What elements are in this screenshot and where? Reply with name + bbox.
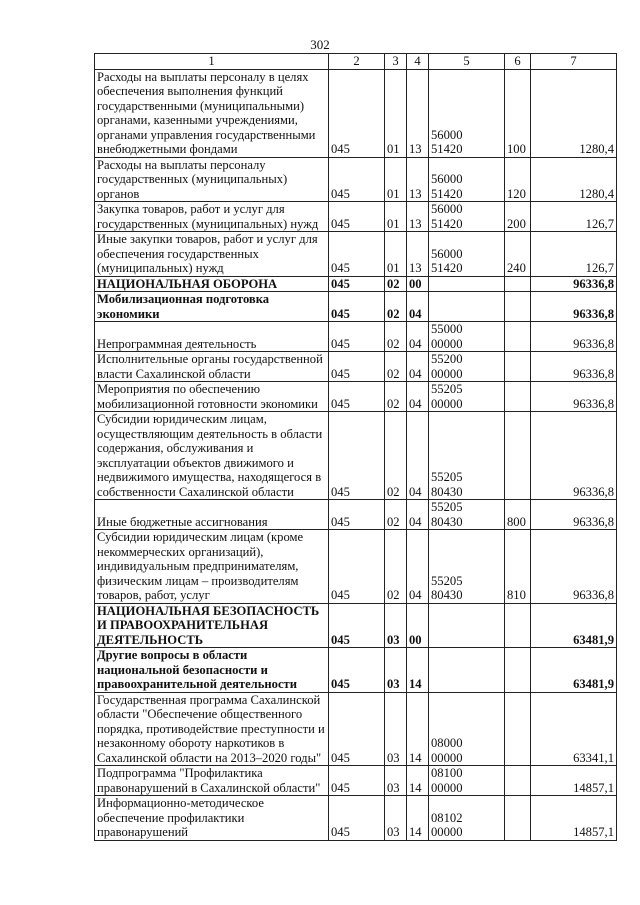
row-name: Информационно-методическое обеспечение профилактики правонарушений <box>95 796 329 841</box>
row-ved: 045 <box>329 603 385 648</box>
table-row <box>95 157 617 202</box>
row-section: 01 <box>385 157 407 202</box>
target-article-part-1: 08000 <box>431 736 463 750</box>
row-target-article <box>429 796 505 841</box>
target-article-part-2: 51420 <box>431 186 463 201</box>
row-subsection: 04 <box>407 352 429 382</box>
row-ved: 045 <box>329 352 385 382</box>
row-subsection: 14 <box>407 766 429 796</box>
row-subsection: 14 <box>407 648 429 693</box>
header-row <box>95 54 617 70</box>
row-section: 03 <box>385 796 407 841</box>
row-sum: 126,7 <box>531 232 617 277</box>
row-name: Государственная программа Сахалинской области "Обеспечение общественного порядка, противодействие преступности и незаконному обороту наркотиков в Сахалинской области на 2013–2020 годы" <box>95 692 329 766</box>
row-expense-type <box>505 412 531 500</box>
header-cell-3: 3 <box>385 54 407 70</box>
row-expense-type: 240 <box>505 232 531 277</box>
header-cell-4: 4 <box>407 54 429 70</box>
row-ved: 045 <box>329 69 385 157</box>
row-sum: 126,7 <box>531 202 617 232</box>
row-target-article <box>429 648 505 693</box>
row-expense-type: 800 <box>505 500 531 530</box>
row-name: НАЦИОНАЛЬНАЯ ОБОРОНА <box>95 276 329 292</box>
target-article-part-2: 00000 <box>431 366 463 381</box>
row-name: Субсидии юридическим лицам, осуществляющим деятельность в области содержания, обслуживания и эксплуатации объектов движимого и недвижимого имущества, находящегося в собственности Сахалинской области <box>95 412 329 500</box>
row-section: 02 <box>385 412 407 500</box>
row-target-article <box>429 412 505 500</box>
row-subsection: 00 <box>407 276 429 292</box>
table-row <box>95 412 617 500</box>
row-sum: 14857,1 <box>531 766 617 796</box>
row-expense-type <box>505 766 531 796</box>
row-subsection: 13 <box>407 69 429 157</box>
row-sum: 96336,8 <box>531 322 617 352</box>
target-article-part-1: 56000 <box>431 172 463 186</box>
row-target-article <box>429 322 505 352</box>
row-name: Иные закупки товаров, работ и услуг для обеспечения государственных (муниципальных) нужд <box>95 232 329 277</box>
row-name: Иные бюджетные ассигнования <box>95 500 329 530</box>
header-cell-2: 2 <box>329 54 385 70</box>
row-target-article <box>429 603 505 648</box>
row-expense-type <box>505 292 531 322</box>
row-target-article <box>429 69 505 157</box>
row-name: Другие вопросы в области национальной безопасности и правоохранительной деятельности <box>95 648 329 693</box>
budget-table <box>94 53 617 841</box>
row-section: 01 <box>385 69 407 157</box>
target-article-part-1: 55205 <box>431 382 463 396</box>
row-sum: 96336,8 <box>531 500 617 530</box>
row-section: 02 <box>385 276 407 292</box>
row-ved: 045 <box>329 322 385 352</box>
table-row <box>95 692 617 766</box>
row-ved: 045 <box>329 202 385 232</box>
table-row <box>95 382 617 412</box>
row-section: 03 <box>385 766 407 796</box>
row-section: 02 <box>385 382 407 412</box>
row-subsection: 13 <box>407 157 429 202</box>
row-expense-type <box>505 692 531 766</box>
row-ved: 045 <box>329 500 385 530</box>
target-article-part-1: 55200 <box>431 352 463 366</box>
row-section: 03 <box>385 648 407 693</box>
row-ved: 045 <box>329 412 385 500</box>
table-row <box>95 276 617 292</box>
row-subsection: 04 <box>407 412 429 500</box>
row-expense-type <box>505 603 531 648</box>
row-section: 03 <box>385 603 407 648</box>
row-expense-type <box>505 796 531 841</box>
row-subsection: 14 <box>407 692 429 766</box>
target-article-part-1: 55205 <box>431 500 463 514</box>
row-ved: 045 <box>329 382 385 412</box>
row-expense-type: 120 <box>505 157 531 202</box>
row-expense-type <box>505 322 531 352</box>
row-name: Непрограммная деятельность <box>95 322 329 352</box>
row-expense-type <box>505 352 531 382</box>
row-section: 02 <box>385 292 407 322</box>
row-sum: 96336,8 <box>531 530 617 604</box>
target-article-part-2: 80430 <box>431 484 463 499</box>
header-cell-7: 7 <box>531 54 617 70</box>
row-name: Исполнительные органы государственной власти Сахалинской области <box>95 352 329 382</box>
row-sum: 96336,8 <box>531 352 617 382</box>
row-target-article <box>429 692 505 766</box>
row-sum: 14857,1 <box>531 796 617 841</box>
target-article-part-1: 55205 <box>431 470 463 484</box>
row-section: 02 <box>385 500 407 530</box>
table-row <box>95 322 617 352</box>
target-article-part-2: 80430 <box>431 514 463 529</box>
row-name: Закупка товаров, работ и услуг для государственных (муниципальных) нужд <box>95 202 329 232</box>
row-ved: 045 <box>329 292 385 322</box>
target-article-part-1: 55000 <box>431 322 463 336</box>
row-section: 02 <box>385 530 407 604</box>
row-subsection: 04 <box>407 530 429 604</box>
target-article-part-2: 51420 <box>431 142 463 156</box>
row-subsection: 04 <box>407 382 429 412</box>
target-article-part-2: 00000 <box>431 336 463 351</box>
row-ved: 045 <box>329 530 385 604</box>
target-article-part-1: 08100 <box>431 766 463 780</box>
target-article-part-1: 56000 <box>431 246 463 261</box>
table-row <box>95 69 617 157</box>
row-sum: 96336,8 <box>531 276 617 292</box>
table-row <box>95 603 617 648</box>
target-article-part-1: 08102 <box>431 810 463 825</box>
row-sum: 96336,8 <box>531 412 617 500</box>
row-subsection: 04 <box>407 500 429 530</box>
target-article-part-2: 51420 <box>431 216 463 231</box>
row-target-article <box>429 530 505 604</box>
table-row <box>95 500 617 530</box>
row-sum: 96336,8 <box>531 292 617 322</box>
table-row <box>95 292 617 322</box>
header-cell-6: 6 <box>505 54 531 70</box>
table-row <box>95 648 617 693</box>
row-target-article <box>429 157 505 202</box>
row-subsection: 00 <box>407 603 429 648</box>
row-subsection: 04 <box>407 322 429 352</box>
row-target-article <box>429 276 505 292</box>
target-article-part-1: 56000 <box>431 127 463 142</box>
row-ved: 045 <box>329 766 385 796</box>
table-row <box>95 202 617 232</box>
target-article-part-2: 51420 <box>431 261 463 275</box>
row-expense-type: 810 <box>505 530 531 604</box>
target-article-part-2: 80430 <box>431 588 463 602</box>
row-ved: 045 <box>329 276 385 292</box>
row-name: НАЦИОНАЛЬНАЯ БЕЗОПАСНОСТЬ И ПРАВООХРАНИТЕЛЬНАЯ ДЕЯТЕЛЬНОСТЬ <box>95 603 329 648</box>
table-row <box>95 796 617 841</box>
row-name: Мобилизационная подготовка экономики <box>95 292 329 322</box>
row-name: Мероприятия по обеспечению мобилизационной готовности экономики <box>95 382 329 412</box>
row-name: Расходы на выплаты персоналу государственных (муниципальных) органов <box>95 157 329 202</box>
row-name: Субсидии юридическим лицам (кроме некоммерческих организаций), индивидуальным предпринимателям, физическим лицам – производителям товаров, работ, услуг <box>95 530 329 604</box>
row-section: 03 <box>385 692 407 766</box>
target-article-part-2: 00000 <box>431 780 463 795</box>
row-ved: 045 <box>329 648 385 693</box>
row-subsection: 04 <box>407 292 429 322</box>
row-ved: 045 <box>329 232 385 277</box>
page-number: 302 <box>310 37 330 52</box>
row-name: Подпрограмма "Профилактика правонарушений в Сахалинской области" <box>95 766 329 796</box>
row-target-article <box>429 766 505 796</box>
row-ved: 045 <box>329 692 385 766</box>
table-row <box>95 766 617 796</box>
row-expense-type <box>505 382 531 412</box>
row-section: 01 <box>385 202 407 232</box>
row-sum: 63481,9 <box>531 648 617 693</box>
row-target-article <box>429 382 505 412</box>
table-row <box>95 352 617 382</box>
target-article-part-2: 00000 <box>431 825 463 839</box>
row-target-article <box>429 232 505 277</box>
target-article-part-2: 00000 <box>431 750 463 765</box>
row-expense-type <box>505 276 531 292</box>
row-section: 02 <box>385 352 407 382</box>
row-target-article <box>429 352 505 382</box>
target-article-part-2: 00000 <box>431 396 463 411</box>
header-cell-1: 1 <box>95 54 329 70</box>
row-expense-type: 100 <box>505 69 531 157</box>
target-article-part-1: 55205 <box>431 573 463 588</box>
row-sum: 1280,4 <box>531 69 617 157</box>
row-expense-type <box>505 648 531 693</box>
row-section: 01 <box>385 232 407 277</box>
row-sum: 63481,9 <box>531 603 617 648</box>
target-article-part-1: 56000 <box>431 202 463 216</box>
row-subsection: 13 <box>407 232 429 277</box>
row-subsection: 13 <box>407 202 429 232</box>
row-subsection: 14 <box>407 796 429 841</box>
row-sum: 63341,1 <box>531 692 617 766</box>
row-target-article <box>429 292 505 322</box>
row-section: 02 <box>385 322 407 352</box>
row-target-article <box>429 500 505 530</box>
row-name: Расходы на выплаты персоналу в целях обеспечения выполнения функций государственными (муниципальными) органами, казенными учреждениями, органами управления государственными внебюджетными фондами <box>95 69 329 157</box>
row-expense-type: 200 <box>505 202 531 232</box>
row-ved: 045 <box>329 796 385 841</box>
row-sum: 96336,8 <box>531 382 617 412</box>
header-cell-5: 5 <box>429 54 505 70</box>
table-row <box>95 232 617 277</box>
row-target-article <box>429 202 505 232</box>
table-row <box>95 530 617 604</box>
row-sum: 1280,4 <box>531 157 617 202</box>
row-ved: 045 <box>329 157 385 202</box>
